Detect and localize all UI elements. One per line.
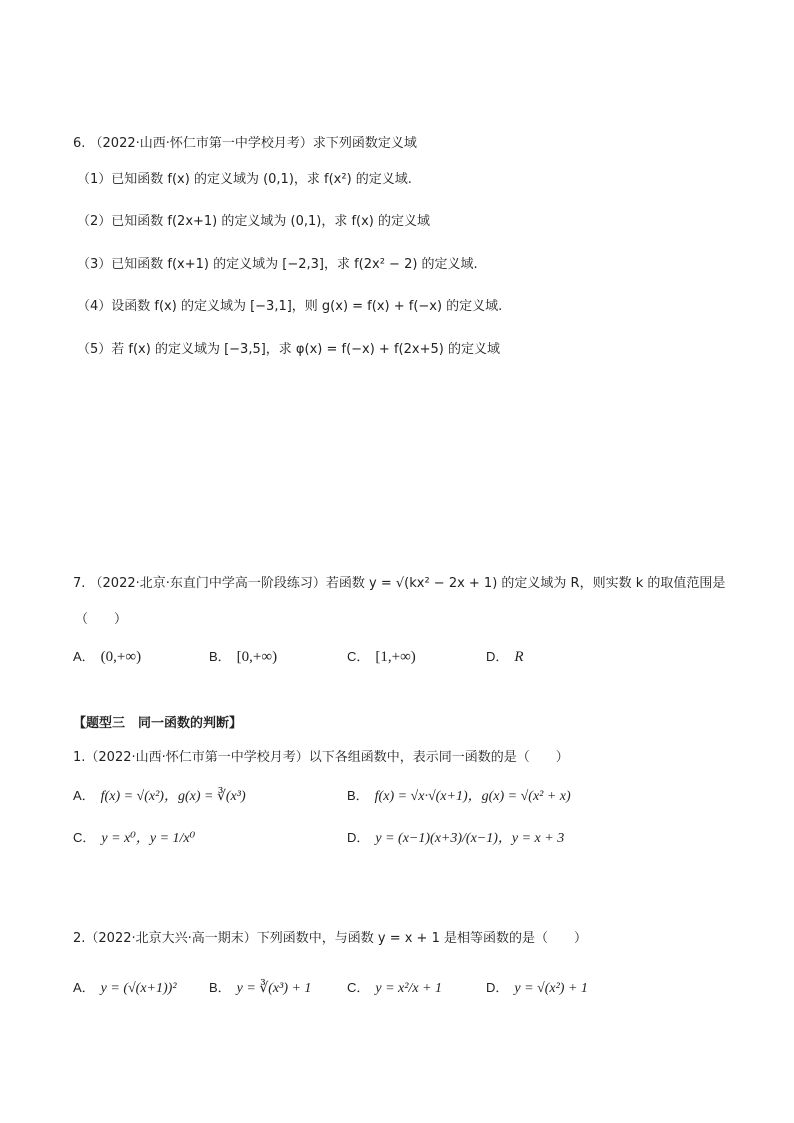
s3-q1-option-a: [73, 786, 246, 807]
option-text: R: [514, 649, 524, 665]
option-label: A．: [73, 980, 95, 995]
option-label: B．: [209, 649, 231, 664]
s3-q2-header: 2.（2022·北京大兴·高一期末）下列函数中，与函数 y = x + 1 是相等函数的是（ ）: [73, 931, 587, 946]
option-label: B．: [347, 788, 369, 803]
s3-q1-option-c: [73, 828, 195, 849]
q7-header: 7. （2022·北京·东直门中学高一阶段练习）若函数 y = √(kx² − 2x + 1) 的定义域为 R，则实数 k 的取值范围是: [73, 576, 726, 591]
option-text: y = (x−1)(x+3)/(x−1)，y = x + 3: [375, 831, 565, 846]
q7-option-c: [347, 647, 416, 668]
option-label: D．: [486, 649, 509, 664]
q7-option-a: [73, 647, 141, 668]
option-label: A．: [73, 649, 95, 664]
option-text: [0,+∞): [236, 649, 278, 665]
q7-answer-paren: （ ）: [75, 612, 128, 627]
s3-q1-option-d: [347, 828, 564, 849]
q6-item-3: （3）已知函数 f(x+1) 的定义域为 [−2,3]，求 f(2x² − 2) 的定义域.: [77, 257, 478, 272]
option-label: C．: [347, 980, 370, 995]
option-text: y = (√(x+1))²: [100, 981, 177, 996]
q6-item-4: （4）设函数 f(x) 的定义域为 [−3,1]，则 g(x) = f(x) + f(−x) 的定义域.: [77, 299, 503, 314]
option-text: f(x) = √(x²)，g(x) = ∛(x³): [100, 789, 246, 804]
q6-item-2: （2）已知函数 f(2x+1) 的定义域为 (0,1)，求 f(x) 的定义域: [77, 214, 431, 229]
option-label: A．: [73, 788, 95, 803]
option-text: y = x⁰，y = 1/x⁰: [101, 831, 196, 846]
section-title: 【题型三 同一函数的判断】: [73, 716, 243, 731]
q7-option-d: [486, 647, 524, 668]
option-text: y = √(x²) + 1: [514, 981, 588, 996]
option-label: B．: [209, 980, 231, 995]
q7-option-b: [209, 647, 277, 668]
q6-header: 6. （2022·山西·怀仁市第一中学校月考）求下列函数定义域: [73, 136, 417, 151]
q6-item-1: （1）已知函数 f(x) 的定义域为 (0,1)，求 f(x²) 的定义域.: [77, 172, 412, 187]
s3-q2-option-a: [73, 978, 177, 999]
s3-q1-header: 1.（2022·山西·怀仁市第一中学校月考）以下各组函数中，表示同一函数的是（ ）: [73, 750, 569, 765]
option-label: C．: [73, 830, 96, 845]
option-text: f(x) = √x·√(x+1)，g(x) = √(x² + x): [374, 789, 571, 804]
option-label: D．: [347, 830, 370, 845]
option-text: [1,+∞): [375, 649, 416, 665]
option-label: D．: [486, 980, 509, 995]
option-text: y = ∛(x³) + 1: [236, 981, 312, 996]
s3-q2-option-c: [347, 978, 442, 999]
s3-q2-option-d: [486, 978, 588, 999]
q6-item-5: （5）若 f(x) 的定义域为 [−3,5]，求 φ(x) = f(−x) + f(2x+5) 的定义域: [77, 342, 500, 357]
s3-q1-option-b: [347, 786, 571, 807]
s3-q2-option-b: [209, 978, 311, 999]
option-text: (0,+∞): [100, 649, 142, 665]
option-label: C．: [347, 649, 370, 664]
option-text: y = x²/x + 1: [375, 981, 443, 996]
